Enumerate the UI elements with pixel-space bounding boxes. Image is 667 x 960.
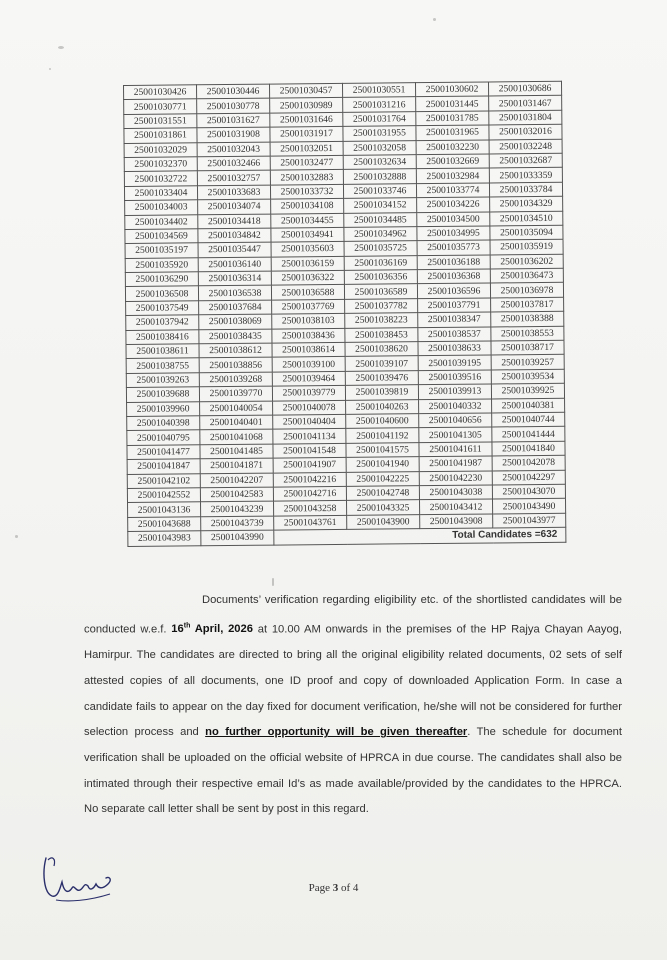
roll-number-cell: 25001039688	[126, 387, 199, 402]
roll-number-cell: 25001032370	[124, 157, 197, 172]
roll-number-cell: 25001032058	[343, 140, 416, 155]
roll-number-cell: 25001039268	[199, 372, 272, 387]
roll-number-cell: 25001040054	[200, 401, 273, 416]
roll-number-cell: 25001030989	[270, 98, 343, 113]
scan-smudge	[15, 535, 18, 538]
roll-number-cell: 25001032477	[270, 155, 343, 170]
roll-number-cell: 25001041575	[346, 442, 419, 457]
no-further-opportunity-emphasis: no further opportunity will be given thereafter	[205, 726, 468, 739]
roll-number-cell: 25001043983	[128, 531, 201, 546]
roll-number-cell: 25001039779	[272, 386, 345, 401]
roll-number-cell: 25001035447	[198, 242, 271, 257]
roll-number-cell: 25001034500	[417, 212, 490, 227]
roll-number-cell: 25001032248	[489, 139, 562, 154]
roll-number-cell: 25001043490	[492, 499, 565, 514]
roll-number-cell: 25001030778	[197, 98, 270, 113]
roll-number-cell: 25001041548	[273, 443, 346, 458]
roll-number-cell: 25001038435	[199, 329, 272, 344]
roll-number-cell: 25001042297	[492, 470, 565, 485]
roll-number-cell: 25001036159	[271, 256, 344, 271]
roll-number-cell: 25001037549	[126, 301, 199, 316]
roll-number-cell: 25001037769	[272, 299, 345, 314]
roll-number-cell: 25001041611	[419, 442, 492, 457]
roll-number-cell: 25001043739	[201, 516, 274, 531]
roll-number-cell: 25001042078	[492, 455, 565, 470]
roll-number-cell: 25001041987	[419, 456, 492, 471]
roll-number-cell: 25001033746	[343, 183, 416, 198]
roll-number-cell: 25001034962	[344, 227, 417, 242]
roll-number-cell: 25001040404	[273, 414, 346, 429]
roll-number-cell: 25001038614	[272, 342, 345, 357]
roll-number-cell: 25001035773	[417, 240, 490, 255]
roll-number-cell: 25001038856	[199, 358, 272, 373]
roll-number-cell: 25001036356	[344, 270, 417, 285]
roll-number-cell: 25001032634	[343, 155, 416, 170]
roll-number-cell: 25001040795	[127, 430, 200, 445]
roll-number-cell: 25001042716	[273, 486, 346, 501]
roll-number-cell: 25001034003	[125, 200, 198, 215]
roll-number-cell: 25001035197	[125, 243, 198, 258]
total-candidates: Total Candidates =632	[274, 527, 566, 544]
roll-number-cell: 25001035094	[490, 225, 563, 240]
roll-number-cell: 25001042225	[346, 471, 419, 486]
roll-number-cell: 25001040401	[200, 415, 273, 430]
roll-number-cell: 25001038717	[491, 340, 564, 355]
roll-number-cell: 25001038633	[418, 341, 491, 356]
roll-number-cell: 25001033404	[124, 186, 197, 201]
roll-number-cell: 25001031646	[270, 112, 343, 127]
notice-text-end: . The schedule for document verification shall be uploaded on the official website of HPRCA in due course. The candidates shall also be intimated through their respective email Id’s as made available/provided by the candidates to the HPRCA. No separate call letter shall be sent by post in this regard.	[84, 726, 622, 816]
roll-number-cell: 25001032757	[197, 170, 270, 185]
roll-number-cell: 25001041940	[346, 457, 419, 472]
roll-number-cell: 25001039476	[345, 370, 418, 385]
roll-number-cell: 25001036322	[271, 270, 344, 285]
roll-number-cell: 25001039925	[491, 383, 564, 398]
roll-number-cell: 25001030686	[488, 81, 561, 96]
roll-number-cell: 25001042748	[346, 486, 419, 501]
roll-number-cell: 25001036140	[198, 257, 271, 272]
verification-date: 16th April, 2026	[171, 622, 253, 636]
roll-number-cell: 25001041134	[273, 429, 346, 444]
roll-number-cell: 25001040656	[419, 413, 492, 428]
roll-number-cell: 25001040332	[419, 399, 492, 414]
roll-number-cell: 25001031551	[124, 114, 197, 129]
roll-number-cell: 25001038347	[418, 312, 491, 327]
roll-number-cell: 25001039263	[126, 373, 199, 388]
roll-number-cell: 25001039107	[345, 356, 418, 371]
roll-number-cell: 25001033359	[489, 168, 562, 183]
roll-number-cell: 25001034108	[271, 199, 344, 214]
roll-number-cell: 25001032722	[124, 171, 197, 186]
roll-number-cell: 25001041847	[127, 459, 200, 474]
roll-number-cell: 25001032230	[416, 140, 489, 155]
roll-number-cell: 25001038620	[345, 342, 418, 357]
roll-number-cell: 25001031908	[197, 127, 270, 142]
roll-number-cell: 25001038388	[491, 312, 564, 327]
scan-smudge	[433, 18, 436, 21]
roll-number-cell: 25001038436	[272, 328, 345, 343]
roll-number-cell: 25001033732	[270, 184, 343, 199]
roll-number-cell: 25001042583	[200, 487, 273, 502]
scan-smudge	[58, 46, 64, 49]
roll-number-cell: 25001038069	[199, 314, 272, 329]
roll-number-cell: 25001034402	[125, 214, 198, 229]
roll-number-cell: 25001032687	[489, 153, 562, 168]
roll-number-cell: 25001043258	[274, 501, 347, 516]
roll-number-cell: 25001041305	[419, 427, 492, 442]
roll-number-cell: 25001036589	[344, 284, 417, 299]
scan-smudge	[272, 578, 274, 586]
page-number: 3	[332, 882, 339, 894]
roll-number-cell: 25001031445	[416, 96, 489, 111]
roll-number-cell: 25001035920	[125, 257, 198, 272]
scan-smudge	[49, 68, 51, 70]
roll-number-cell: 25001032466	[197, 156, 270, 171]
roll-number-cell: 25001036978	[490, 283, 563, 298]
roll-number-cell: 25001033784	[489, 182, 562, 197]
roll-number-cell: 25001036538	[198, 286, 271, 301]
roll-number-cell: 25001030426	[124, 85, 197, 100]
roll-number-cell: 25001043908	[420, 514, 493, 529]
verification-notice	[84, 588, 622, 823]
roll-number-cell: 25001041477	[127, 445, 200, 460]
roll-number-cell: 25001031467	[489, 96, 562, 111]
roll-number-cell: 25001031917	[270, 127, 343, 142]
roll-number-cell: 25001030457	[269, 83, 342, 98]
roll-number-cell: 25001041840	[492, 441, 565, 456]
roll-number-cell: 25001034510	[490, 211, 563, 226]
roll-number-cell: 25001037791	[418, 298, 491, 313]
roll-number-cell: 25001041907	[273, 458, 346, 473]
roll-number-cell: 25001038612	[199, 343, 272, 358]
roll-number-cell: 25001037684	[199, 300, 272, 315]
roll-number-cell: 25001034995	[417, 226, 490, 241]
roll-number-cell: 25001038611	[126, 344, 199, 359]
roll-number-cell: 25001032016	[489, 124, 562, 139]
roll-number-cell: 25001031804	[489, 110, 562, 125]
roll-number-cell: 25001032984	[416, 168, 489, 183]
roll-number-cell: 25001036596	[417, 283, 490, 298]
roll-number-cell: 25001039960	[127, 401, 200, 416]
roll-number-cell: 25001036588	[271, 285, 344, 300]
roll-number-cell: 25001031861	[124, 128, 197, 143]
roll-number-cell: 25001039534	[491, 369, 564, 384]
roll-number-cell: 25001036508	[125, 286, 198, 301]
roll-number-cell: 25001039100	[272, 357, 345, 372]
roll-number-cell: 25001039464	[272, 371, 345, 386]
roll-number-cell: 25001043688	[128, 516, 201, 531]
notice-paragraph	[84, 588, 622, 823]
roll-number-cell: 25001034485	[344, 212, 417, 227]
roll-number-cell: 25001032883	[270, 170, 343, 185]
roll-number-cell: 25001034941	[271, 227, 344, 242]
roll-number-cell: 25001038453	[345, 327, 418, 342]
roll-number-cell: 25001034152	[344, 198, 417, 213]
roll-number-cell: 25001036473	[490, 268, 563, 283]
roll-number-cell: 25001043325	[347, 500, 420, 515]
roll-number-cell: 25001031627	[197, 113, 270, 128]
notice-text-middle: at 10.00 AM onwards in the premises of the HP Rajya Chayan Aayog, Hamirpur. The candidates are directed to bring all the original eligibility related documents, 02 sets of self attested copies of all documents, one ID proof and copy of downloaded Application Form. In case a candidate fails to appear on the day fixed for document verification, he/she will not be considered for further selection process and	[84, 623, 622, 739]
roll-number-table	[123, 81, 566, 547]
roll-number-cell: 25001040398	[127, 416, 200, 431]
roll-number-cell: 25001034074	[198, 199, 271, 214]
notice-text-start: Documents’ verification regarding eligibility etc. of the shortlisted candidates will be conducted w.e.f.	[84, 594, 622, 636]
roll-number-cell: 25001043136	[128, 502, 201, 517]
roll-number-cell: 25001038537	[418, 327, 491, 342]
roll-number-cell: 25001038416	[126, 329, 199, 344]
roll-number-cell: 25001042102	[127, 473, 200, 488]
roll-number-cell: 25001037942	[126, 315, 199, 330]
roll-number-cell: 25001037817	[491, 297, 564, 312]
roll-number-cell: 25001040078	[273, 400, 346, 415]
roll-number-cell: 25001040381	[492, 398, 565, 413]
roll-number-cell: 25001038103	[272, 314, 345, 329]
roll-number-cell: 25001038553	[491, 326, 564, 341]
table-row-last	[128, 527, 566, 546]
roll-number-cell: 25001030551	[342, 83, 415, 98]
roll-number-cell: 25001039819	[345, 385, 418, 400]
roll-number-cell: 25001043239	[201, 501, 274, 516]
roll-number-cell: 25001031955	[343, 126, 416, 141]
roll-number-cell: 25001043761	[274, 515, 347, 530]
roll-number-cell: 25001041444	[492, 427, 565, 442]
roll-number-cell: 25001031785	[416, 111, 489, 126]
roll-number-cell: 25001034226	[417, 197, 490, 212]
roll-number-cell: 25001043412	[419, 499, 492, 514]
roll-number-cell: 25001031764	[343, 111, 416, 126]
roll-number-cell: 25001034329	[490, 196, 563, 211]
roll-number-cell: 25001043070	[492, 484, 565, 499]
roll-number-cell: 25001030446	[197, 84, 270, 99]
roll-number-cell: 25001031965	[416, 125, 489, 140]
roll-number-cell: 25001035603	[271, 242, 344, 257]
roll-number-cell: 25001039913	[418, 384, 491, 399]
roll-number-cell: 25001039257	[491, 355, 564, 370]
roll-number-cell: 25001032051	[270, 141, 343, 156]
roll-number-cell: 25001035725	[344, 241, 417, 256]
roll-number-cell: 25001036314	[198, 271, 271, 286]
roll-number-cell: 25001034455	[271, 213, 344, 228]
roll-number-cell: 25001036169	[344, 255, 417, 270]
roll-number-cell: 25001035919	[490, 240, 563, 255]
roll-number-cell: 25001036368	[417, 269, 490, 284]
signature	[38, 848, 118, 908]
roll-number-cell: 25001034569	[125, 229, 198, 244]
roll-number-cell: 25001043900	[347, 514, 420, 529]
roll-number-cell: 25001038223	[345, 313, 418, 328]
page-total: 4	[352, 882, 359, 894]
roll-number-cell: 25001041192	[346, 428, 419, 443]
page-footer: Page 3 of 4	[308, 882, 359, 894]
roll-number-cell: 25001032029	[124, 142, 197, 157]
roll-number-cell: 25001030602	[415, 82, 488, 97]
roll-number-cell: 25001042216	[273, 472, 346, 487]
roll-number-cell: 25001036188	[417, 255, 490, 270]
roll-number-cell: 25001039770	[199, 386, 272, 401]
roll-number-cell: 25001043977	[493, 513, 566, 528]
roll-number-cell: 25001041485	[200, 444, 273, 459]
roll-number-cell: 25001042552	[127, 488, 200, 503]
roll-number-cell: 25001036202	[490, 254, 563, 269]
roll-number-cell: 25001039516	[418, 370, 491, 385]
roll-number-cell: 25001042230	[419, 471, 492, 486]
roll-number-cell: 25001041068	[200, 429, 273, 444]
roll-number-cell: 25001032888	[343, 169, 416, 184]
roll-number-cell: 25001037782	[345, 299, 418, 314]
roll-number-cell: 25001034418	[198, 214, 271, 229]
roll-number-cell: 25001030771	[124, 99, 197, 114]
roll-number-cell: 25001032043	[197, 142, 270, 157]
roll-number-cell: 25001032669	[416, 154, 489, 169]
roll-number-cell: 25001042207	[200, 473, 273, 488]
roll-number-cell: 25001036290	[125, 272, 198, 287]
roll-number-cell: 25001033683	[197, 185, 270, 200]
roll-number-cell: 25001040600	[346, 414, 419, 429]
roll-number-cell: 25001038755	[126, 358, 199, 373]
roll-number-cell: 25001043990	[201, 530, 274, 545]
roll-number-cell: 25001040744	[492, 412, 565, 427]
roll-number-cell: 25001043038	[419, 485, 492, 500]
roll-number-cell: 25001031216	[343, 97, 416, 112]
roll-number-cell: 25001034842	[198, 228, 271, 243]
roll-number-cell: 25001039195	[418, 355, 491, 370]
roll-number-cell: 25001041871	[200, 458, 273, 473]
roll-number-cell: 25001040263	[346, 399, 419, 414]
roll-number-cell: 25001033774	[416, 183, 489, 198]
